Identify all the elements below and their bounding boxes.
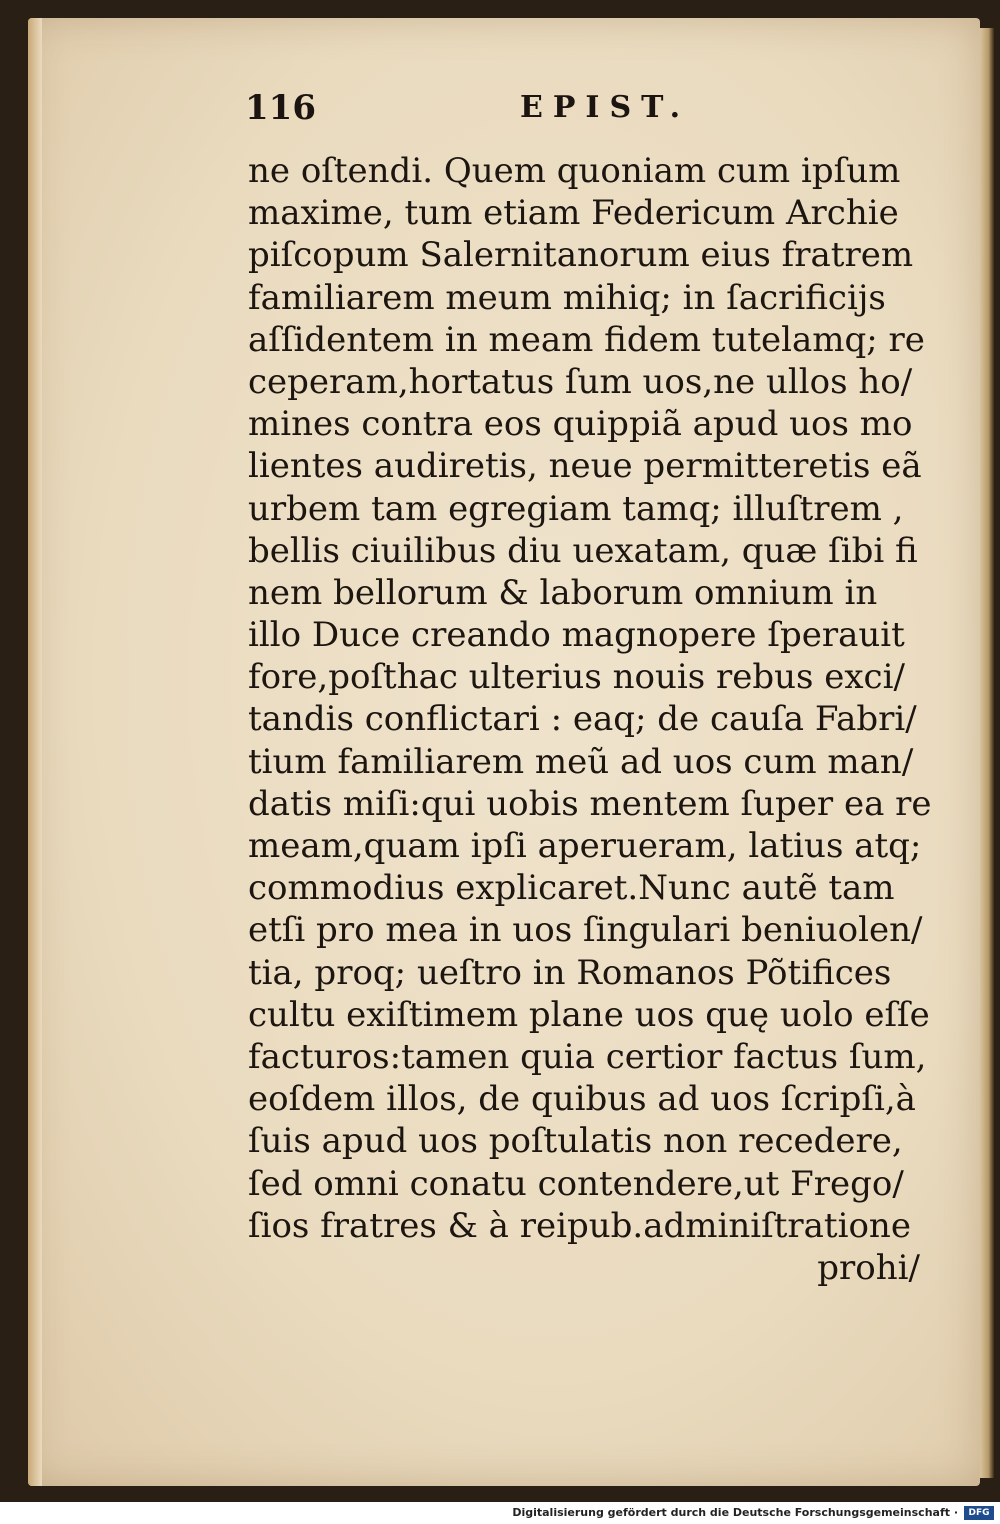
text-line: etſi pro mea in uos ſingulari beniuolen/: [248, 910, 923, 951]
text-line: familiarem meum mihiq; in ſacrificijs: [248, 277, 886, 318]
page-header: [245, 88, 691, 134]
text-line: piſcopum Salernitanorum eius fratrem: [248, 235, 914, 276]
text-line: tandis conflictari : eaq; de cauſa Fabri/: [248, 699, 917, 740]
text-line: eoſdem illos, de quibus ad uos ſcripſi,à: [248, 1079, 916, 1120]
text-line: lientes audiretis, neue permitteretis eã: [248, 446, 922, 487]
text-line: mines contra eos quippiã apud uos mo: [248, 404, 913, 445]
page-edge: [980, 28, 994, 1478]
text-line: aſſidentem in meam fidem tutelamq; re: [248, 319, 925, 360]
text-line: commodius explicaret.Nunc autẽ tam: [248, 868, 895, 909]
catchword: prohi/: [817, 1247, 920, 1288]
digitization-footer: [0, 1502, 1000, 1524]
text-line: cultu exiſtimem plane uos quę uolo eſſe: [248, 994, 930, 1035]
running-head: EPIST.: [520, 90, 691, 125]
text-line: facturos:tamen quia certior factus ſum,: [248, 1036, 927, 1077]
text-line: ne oſtendi. Quem quoniam cum ipſum: [248, 151, 901, 191]
funding-credit: Digitalisierung gefördert durch die Deutsche Forschungsgemeinschaft ·: [512, 1506, 958, 1519]
text-block: [248, 150, 938, 1289]
text-line: maxime, tum etiam Federicum Archie: [248, 193, 899, 234]
text-line: datis miſi:qui uobis mentem ſuper ea re: [248, 783, 932, 824]
text-line: tium familiarem meũ ad uos cum man/: [248, 741, 914, 782]
text-line: bellis ciuilibus diu uexatam, quæ ſibi fi: [248, 530, 918, 571]
page-gutter: [28, 18, 42, 1486]
text-line: ſios fratres & à reipub.adminiſtratione: [248, 1205, 911, 1246]
text-line: fore,poſthac ulterius nouis rebus exci/: [248, 657, 905, 698]
text-line: tia, proq; ueſtro in Romanos Põtifices: [248, 952, 892, 993]
text-line: urbem tam egregiam tamq; illuſtrem ,: [248, 488, 904, 529]
folio-number: 116: [245, 88, 316, 128]
dfg-logo: DFG: [964, 1506, 994, 1520]
text-line: illo Duce creando magnopere ſperauit: [248, 615, 905, 656]
text-line: ceperam,hortatus ſum uos,ne ullos ho/: [248, 361, 913, 402]
text-line: nem bellorum & laborum omnium in: [248, 572, 878, 613]
text-line: ſed omni conatu contendere,ut Frego/: [248, 1163, 904, 1204]
text-line: ſuis apud uos poſtulatis non recedere,: [248, 1121, 903, 1162]
text-line: meam,quam ipſi aperueram, latius atq;: [248, 826, 922, 866]
